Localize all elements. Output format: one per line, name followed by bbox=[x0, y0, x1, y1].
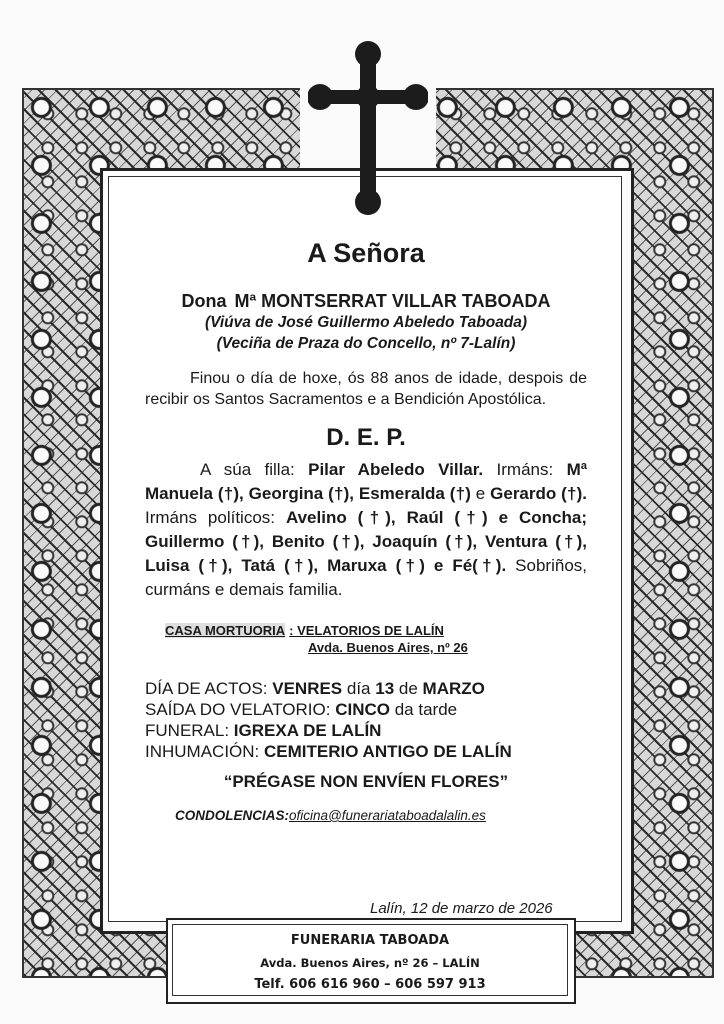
acts-text: día bbox=[342, 679, 376, 698]
no-flowers-request: “PRÉGASE NON ENVÍEN FLORES” bbox=[223, 772, 509, 791]
cross-icon bbox=[308, 40, 428, 216]
acts-label: INHUMACIÓN: bbox=[145, 742, 264, 761]
family-list bbox=[145, 458, 587, 602]
funeral-home-address: Avda. Buenos Aires, nº 26 – LALÍN bbox=[260, 956, 480, 970]
acts-row bbox=[145, 720, 587, 741]
acts-row bbox=[145, 699, 587, 720]
acts-text: da tarde bbox=[390, 700, 458, 719]
condolences-email-link[interactable]: oficina@funerariataboadalalin.es bbox=[289, 808, 486, 823]
casa-address: Avda. Buenos Aires, nº 26 bbox=[308, 640, 468, 655]
notice-content bbox=[145, 232, 587, 823]
funeral-home-box bbox=[172, 924, 568, 996]
acts-label: FUNERAL: bbox=[145, 721, 234, 740]
family-daughter: Pilar Abeledo Villar. bbox=[308, 460, 484, 479]
acts-row bbox=[145, 741, 587, 762]
acts-label: DÍA DE ACTOS: bbox=[145, 679, 273, 698]
name-full: Mª MONTSERRAT VILLAR TABOADA bbox=[234, 291, 551, 311]
family-siblings: Gerardo (†). bbox=[490, 484, 588, 503]
family-text: e bbox=[470, 484, 491, 503]
deceased-name bbox=[145, 291, 587, 312]
death-notice: Finou o día de hoxe, ós 88 anos de idade, despois de recibir os Santos Sacramentos e a Bendición Apostólica. bbox=[145, 370, 587, 408]
funeral-home-phones: Telf. 606 616 960 – 606 597 913 bbox=[254, 977, 486, 992]
residence-line: (Veciña de Praza do Concello, nº 7-Lalín) bbox=[216, 335, 516, 352]
widow-line: (Viúva de José Guillermo Abeledo Taboada) bbox=[204, 314, 528, 331]
name-prefix: Dona bbox=[181, 291, 227, 311]
acts-value: VENRES bbox=[272, 679, 343, 698]
family-text: Irmáns: bbox=[483, 460, 567, 479]
acts-value: IGREXA DE LALÍN bbox=[233, 721, 382, 740]
funeral-home-name: FUNERARIA TABOADA bbox=[290, 933, 450, 948]
casa-value: : VELATORIOS DE LALÍN bbox=[289, 623, 444, 638]
acts-schedule bbox=[145, 678, 587, 762]
casa-label: CASA MORTUORIA bbox=[165, 623, 286, 638]
acts-label: SAÍDA DO VELATORIO: bbox=[145, 700, 336, 719]
notice-heading: A Señora bbox=[307, 238, 425, 268]
acts-value: CINCO bbox=[335, 700, 390, 719]
dep-abbreviation: D. E. P. bbox=[326, 424, 406, 451]
date-line: Lalín, 12 de marzo de 2026 bbox=[370, 900, 553, 917]
family-siblings: Mª Manuela (†), Georgina (†), Esmeralda (†) bbox=[145, 460, 588, 503]
condolences bbox=[175, 808, 587, 823]
family-in-laws: Avelino (†), Raúl (†) e Concha; Guillermo (†), Benito (†), Joaquín (†), Ventura (†), Luisa (†), Tatá (†), Maruxa (†) e Fé(†). bbox=[145, 508, 587, 575]
acts-value: 13 bbox=[375, 679, 395, 698]
casa-mortuoria bbox=[145, 622, 587, 656]
acts-text: de bbox=[394, 679, 423, 698]
acts-value: MARZO bbox=[422, 679, 485, 698]
acts-value: CEMITERIO ANTIGO DE LALÍN bbox=[264, 742, 512, 761]
family-text: A súa filla: bbox=[200, 460, 309, 479]
family-text: Sobriños, curmáns e demais familia. bbox=[145, 556, 587, 599]
condolences-label: CONDOLENCIAS: bbox=[175, 808, 289, 823]
family-text: Irmáns políticos: bbox=[145, 508, 286, 527]
acts-row bbox=[145, 678, 587, 699]
